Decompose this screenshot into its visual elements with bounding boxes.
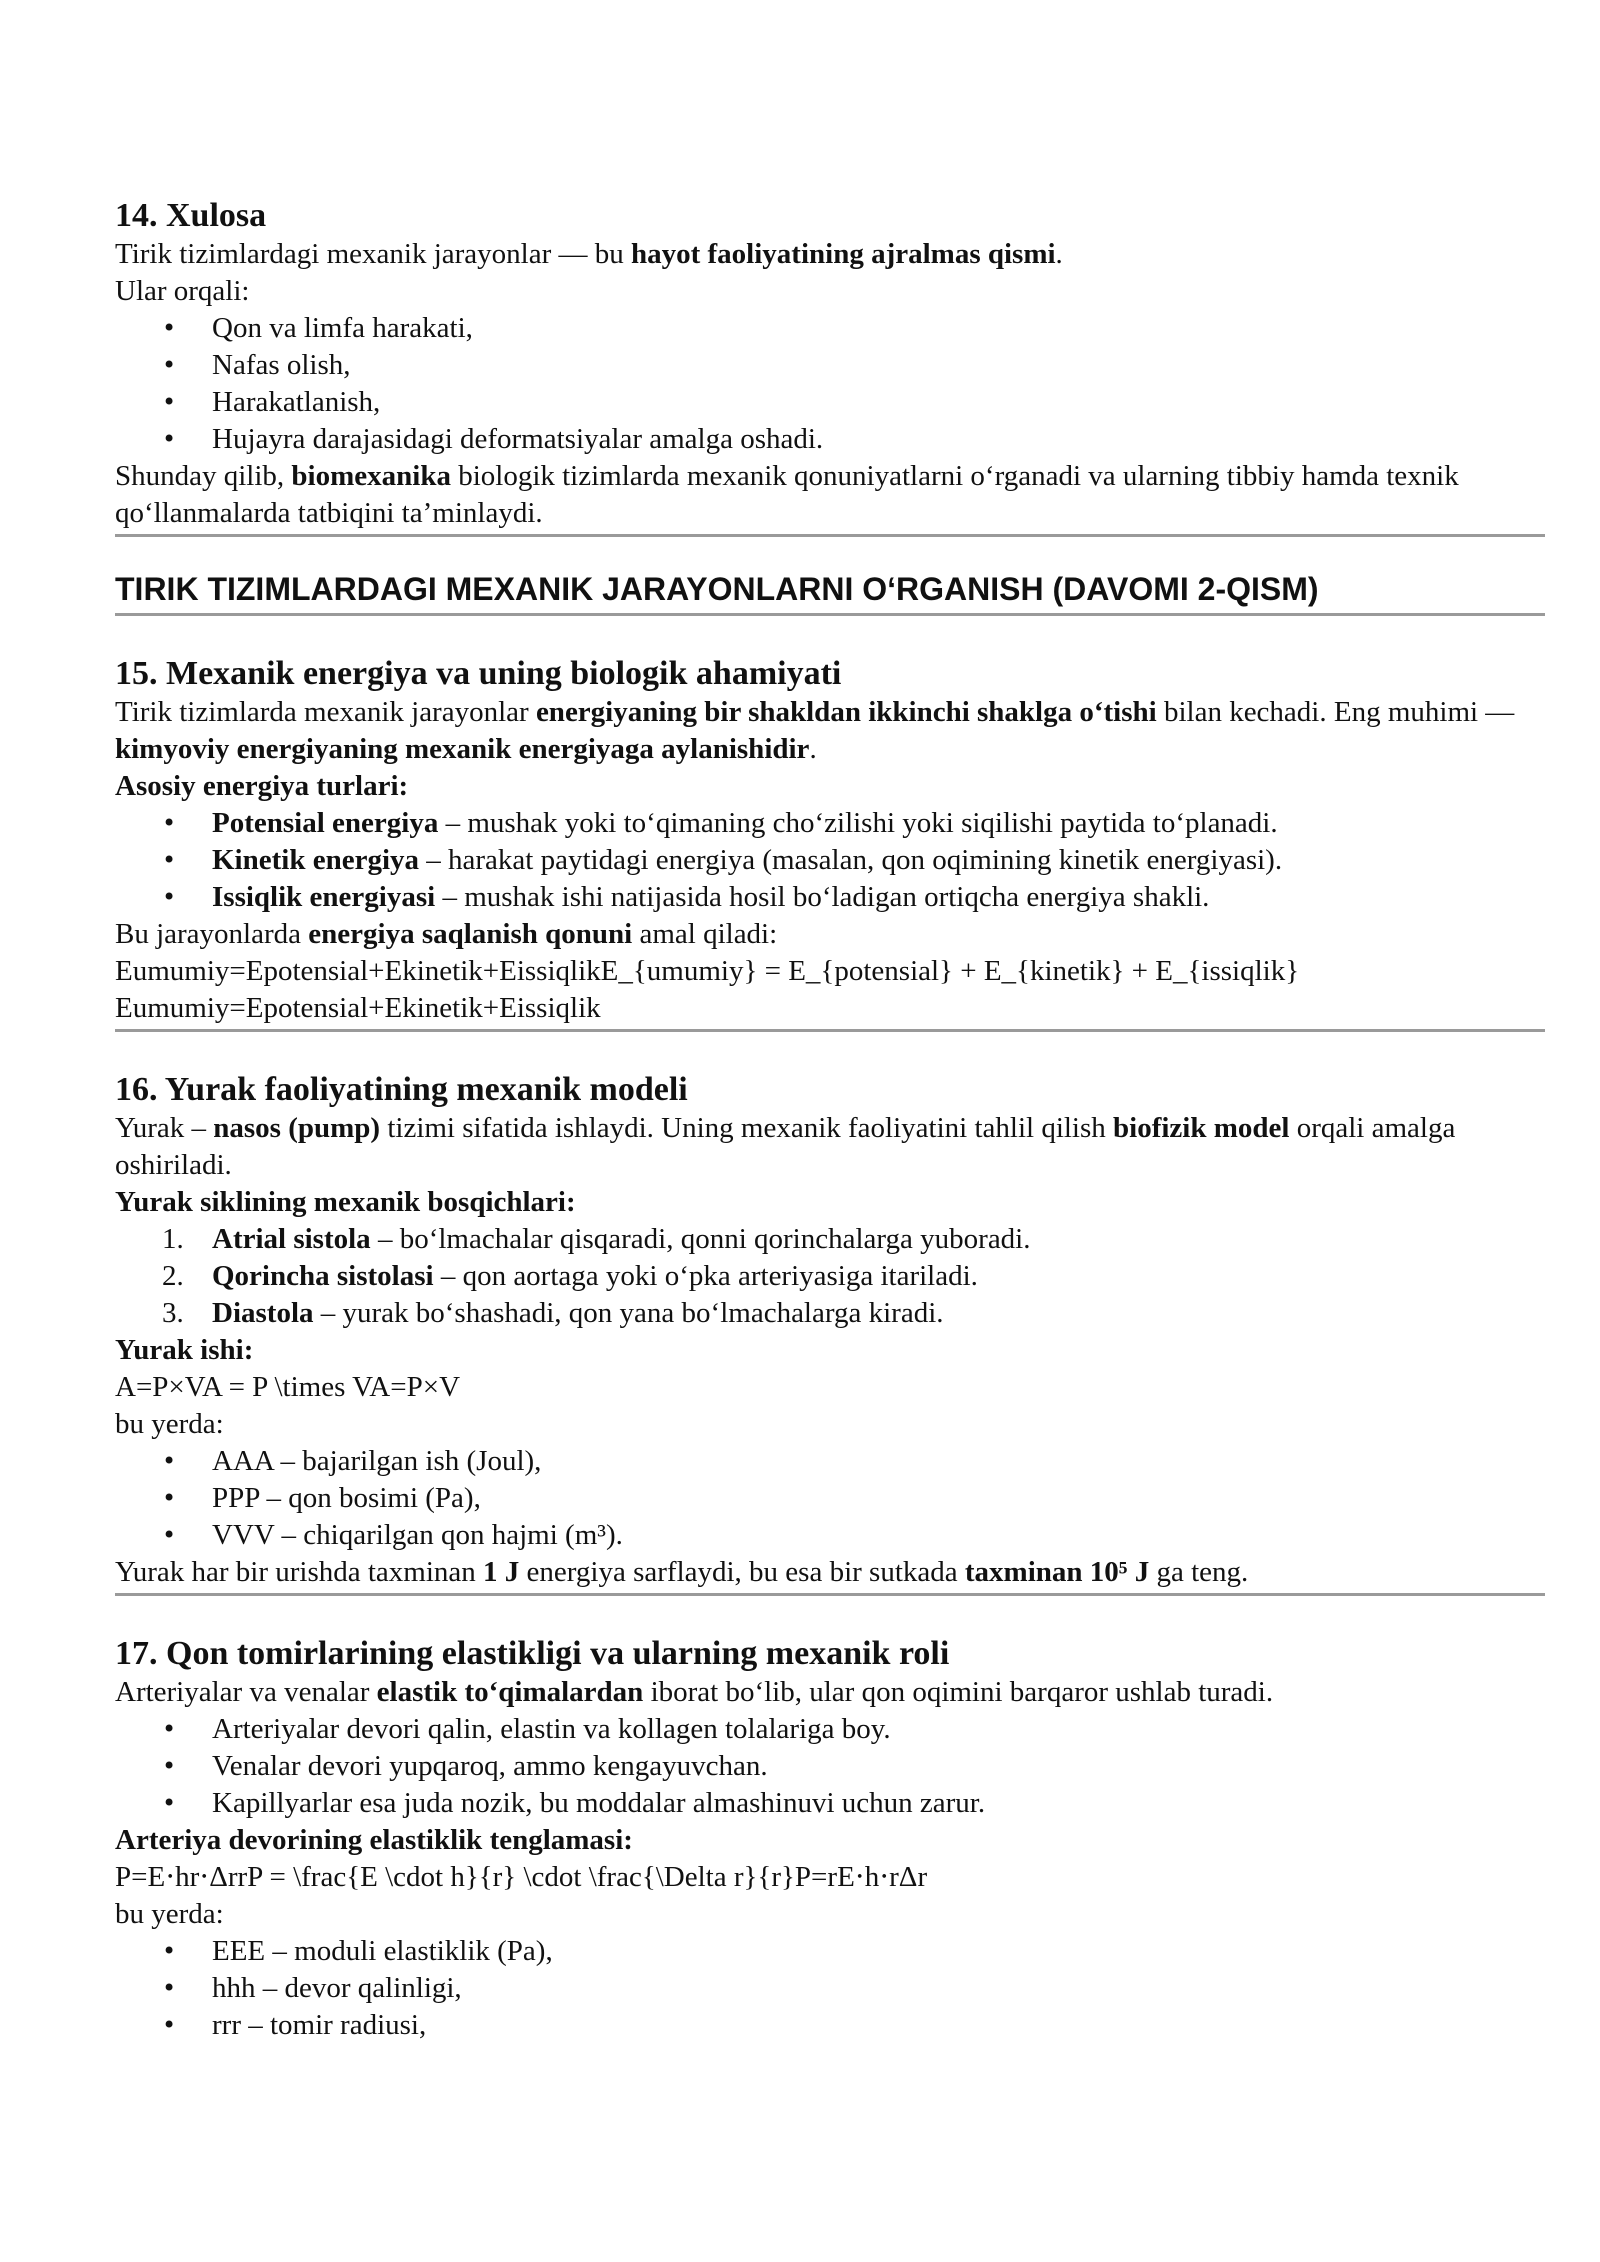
section-14-conclusion	[115, 458, 1545, 532]
text: amal qiladi:	[632, 918, 778, 950]
term: Kinetik energiya	[212, 844, 420, 876]
term: Potensial energiya	[212, 807, 439, 839]
section-16-subheading-2	[115, 1332, 1545, 1369]
term: Diastola	[212, 1297, 314, 1329]
document-page	[115, 196, 1545, 2044]
description: – bo‘lmachalar qisqaradi, qonni qorinchalarga yuboradi.	[370, 1223, 1031, 1255]
variables-list	[115, 1443, 1545, 1554]
text: Arteriyalar va venalar	[115, 1676, 377, 1708]
description: – yurak bo‘shashadi, qon yana bo‘lmachalarga kiradi.	[313, 1297, 944, 1329]
bold-text: energiya saqlanish qonuni	[308, 918, 633, 950]
formula-line: P=E⋅hr⋅ΔrrP = \frac{E \cdot h}{r} \cdot \frac{\Delta r}{r}P=rE⋅h​⋅rΔr​	[115, 1861, 928, 1893]
variables-list	[115, 1933, 1545, 2044]
list-item: • hhh – devor qalinligi,	[115, 1970, 1545, 2007]
formula-line: Eumumiy=Epotensial+Ekinetik+EissiqlikE_{umumiy} = E_{potensial} + E_{kinetik} + E_{issiqlik}	[115, 955, 1300, 987]
section-17-intro	[115, 1674, 1545, 1711]
bold-text: energiyaning bir shakldan ikkinchi shaklga o‘tishi	[535, 696, 1157, 728]
list-item	[115, 805, 1545, 842]
list-item: • Arteriyalar devori qalin, elastin va kollagen tolalariga boy.	[115, 1711, 1545, 1748]
description: – mushak ishi natijasida hosil bo‘ladigan ortiqcha energiya shakli.	[435, 881, 1210, 913]
text: Yurak har bir urishda taxminan	[115, 1556, 484, 1588]
description: – qon aortaga yoki o‘pka arteriyasiga itariladi.	[433, 1260, 978, 1292]
section-17-title: 17. Qon tomirlarining elastikligi va ularning mexanik roli	[115, 1635, 950, 1672]
text: tizimi sifatida ishlaydi. Uning mexanik faoliyatini tahlil qilish	[380, 1112, 1114, 1144]
cycle-steps-list	[115, 1221, 1545, 1332]
term: Issiqlik energiyasi	[212, 881, 436, 913]
bold-text: Yurak ishi:	[115, 1334, 254, 1366]
list-number: 1.	[162, 1223, 184, 1255]
list-item	[115, 879, 1545, 916]
section-14-list	[115, 310, 1545, 458]
text: .	[1055, 238, 1063, 270]
section-17	[115, 1634, 1545, 2044]
bold-text: elastik to‘qimalardan	[376, 1676, 644, 1708]
section-14-lead: Ular orqali:	[115, 275, 250, 307]
formula-line: A=P×VA = P \times VA=P×V	[115, 1371, 461, 1403]
list-item: • rrr – tomir radiusi,	[115, 2007, 1545, 2044]
text: Bu jarayonlarda	[115, 918, 309, 950]
bold-text: hayot faoliyatining ajralmas qismi	[630, 238, 1056, 270]
text: orqali amalga oshiriladi.	[115, 1112, 1456, 1181]
section-15-law	[115, 916, 1545, 953]
bold-text: kimyoviy energiyaning mexanik energiyaga aylanishidir	[115, 733, 810, 765]
section-15-title: 15. Mexanik energiya va uning biologik ahamiyati	[115, 655, 842, 692]
section-16-title: 16. Yurak faoliyatining mexanik modeli	[115, 1071, 688, 1108]
section-15	[115, 654, 1545, 1027]
description: – harakat paytidagi energiya (masalan, qon oqimining kinetik energiyasi).	[419, 844, 1283, 876]
list-item	[115, 1221, 1545, 1258]
section-14-title: 14. Xulosa	[115, 197, 267, 234]
list-item: • EEE – moduli elastiklik (Pa),	[115, 1933, 1545, 1970]
section-15-intro	[115, 694, 1545, 768]
text: bilan kechadi. Eng muhimi —	[1156, 696, 1515, 728]
text: Tirik tizimlardagi mexanik jarayonlar — bu	[115, 238, 631, 270]
section-16-conclusion	[115, 1554, 1545, 1591]
text: .	[809, 733, 817, 765]
list-item: • Venalar devori yupqaroq, ammo kengayuvchan.	[115, 1748, 1545, 1785]
bold-text: biomexanika	[291, 460, 451, 492]
vessels-list	[115, 1711, 1545, 1822]
list-item: • Kapillyarlar esa juda nozik, bu moddalar almashinuvi uchun zarur.	[115, 1785, 1545, 1822]
list-item	[115, 842, 1545, 879]
section-14	[115, 196, 1545, 532]
text: Shunday qilib,	[115, 460, 292, 492]
where-label: bu yerda:	[115, 1408, 224, 1440]
section-14-intro	[115, 236, 1545, 273]
bold-text: Arteriya devorining elastiklik tenglamasi:	[115, 1824, 633, 1856]
bold-text: 1 J	[483, 1556, 520, 1588]
main-heading: TIRIK TIZIMLARDAGI MEXANIK JARAYONLARNI O‘RGANISH (DAVOMI 2-QISM)	[115, 571, 1319, 607]
list-item: • PPP – qon bosimi (Pa),	[115, 1480, 1545, 1517]
list-number: 3.	[162, 1297, 184, 1329]
energy-types-list	[115, 805, 1545, 916]
section-16-subheading	[115, 1184, 1545, 1221]
text: energiya sarflaydi, bu esa bir sutkada	[519, 1556, 965, 1588]
bold-text: biofizik model	[1113, 1112, 1290, 1144]
text: biologik tizimlarda mexanik qonuniyatlarni o‘rganadi va ularning tibbiy hamda texnik qo‘llanmalarda tatbiqini ta’minlaydi.	[115, 460, 1459, 529]
text: Yurak –	[115, 1112, 214, 1144]
text: Tirik tizimlarda mexanik jarayonlar	[115, 696, 536, 728]
section-16	[115, 1070, 1545, 1591]
list-item	[115, 1258, 1545, 1295]
bold-text: Yurak siklining mexanik bosqichlari:	[115, 1186, 576, 1218]
bold-text: taxminan 10⁵ J	[964, 1556, 1150, 1588]
list-item: • VVV – chiqarilgan qon hajmi (m³).	[115, 1517, 1545, 1554]
section-16-intro	[115, 1110, 1545, 1184]
section-17-subheading	[115, 1822, 1545, 1859]
bold-text: nasos (pump)	[213, 1112, 381, 1144]
text: iborat bo‘lib, ular qon oqimini barqaror ushlab turadi.	[643, 1676, 1274, 1708]
list-item	[115, 1295, 1545, 1332]
where-label: bu yerda:	[115, 1898, 224, 1930]
list-item: • Hujayra darajasidagi deformatsiyalar amalga oshadi.	[115, 421, 1545, 458]
section-15-subheading	[115, 768, 1545, 805]
list-item: • Qon va limfa harakati,	[115, 310, 1545, 347]
list-item: • AAA – bajarilgan ish (Joul),	[115, 1443, 1545, 1480]
term: Atrial sistola	[212, 1223, 371, 1255]
list-item: • Nafas olish,	[115, 347, 1545, 384]
formula-line: Eumumiy=Epotensial+Ekinetik+Eissiqlik	[115, 992, 601, 1024]
description: – mushak yoki to‘qimaning cho‘zilishi yoki siqilishi paytida to‘planadi.	[438, 807, 1278, 839]
list-number: 2.	[162, 1260, 184, 1292]
term: Qorincha sistolasi	[212, 1260, 434, 1292]
text: ga teng.	[1149, 1556, 1249, 1588]
bold-text: Asosiy energiya turlari:	[115, 770, 409, 802]
list-item: • Harakatlanish,	[115, 384, 1545, 421]
